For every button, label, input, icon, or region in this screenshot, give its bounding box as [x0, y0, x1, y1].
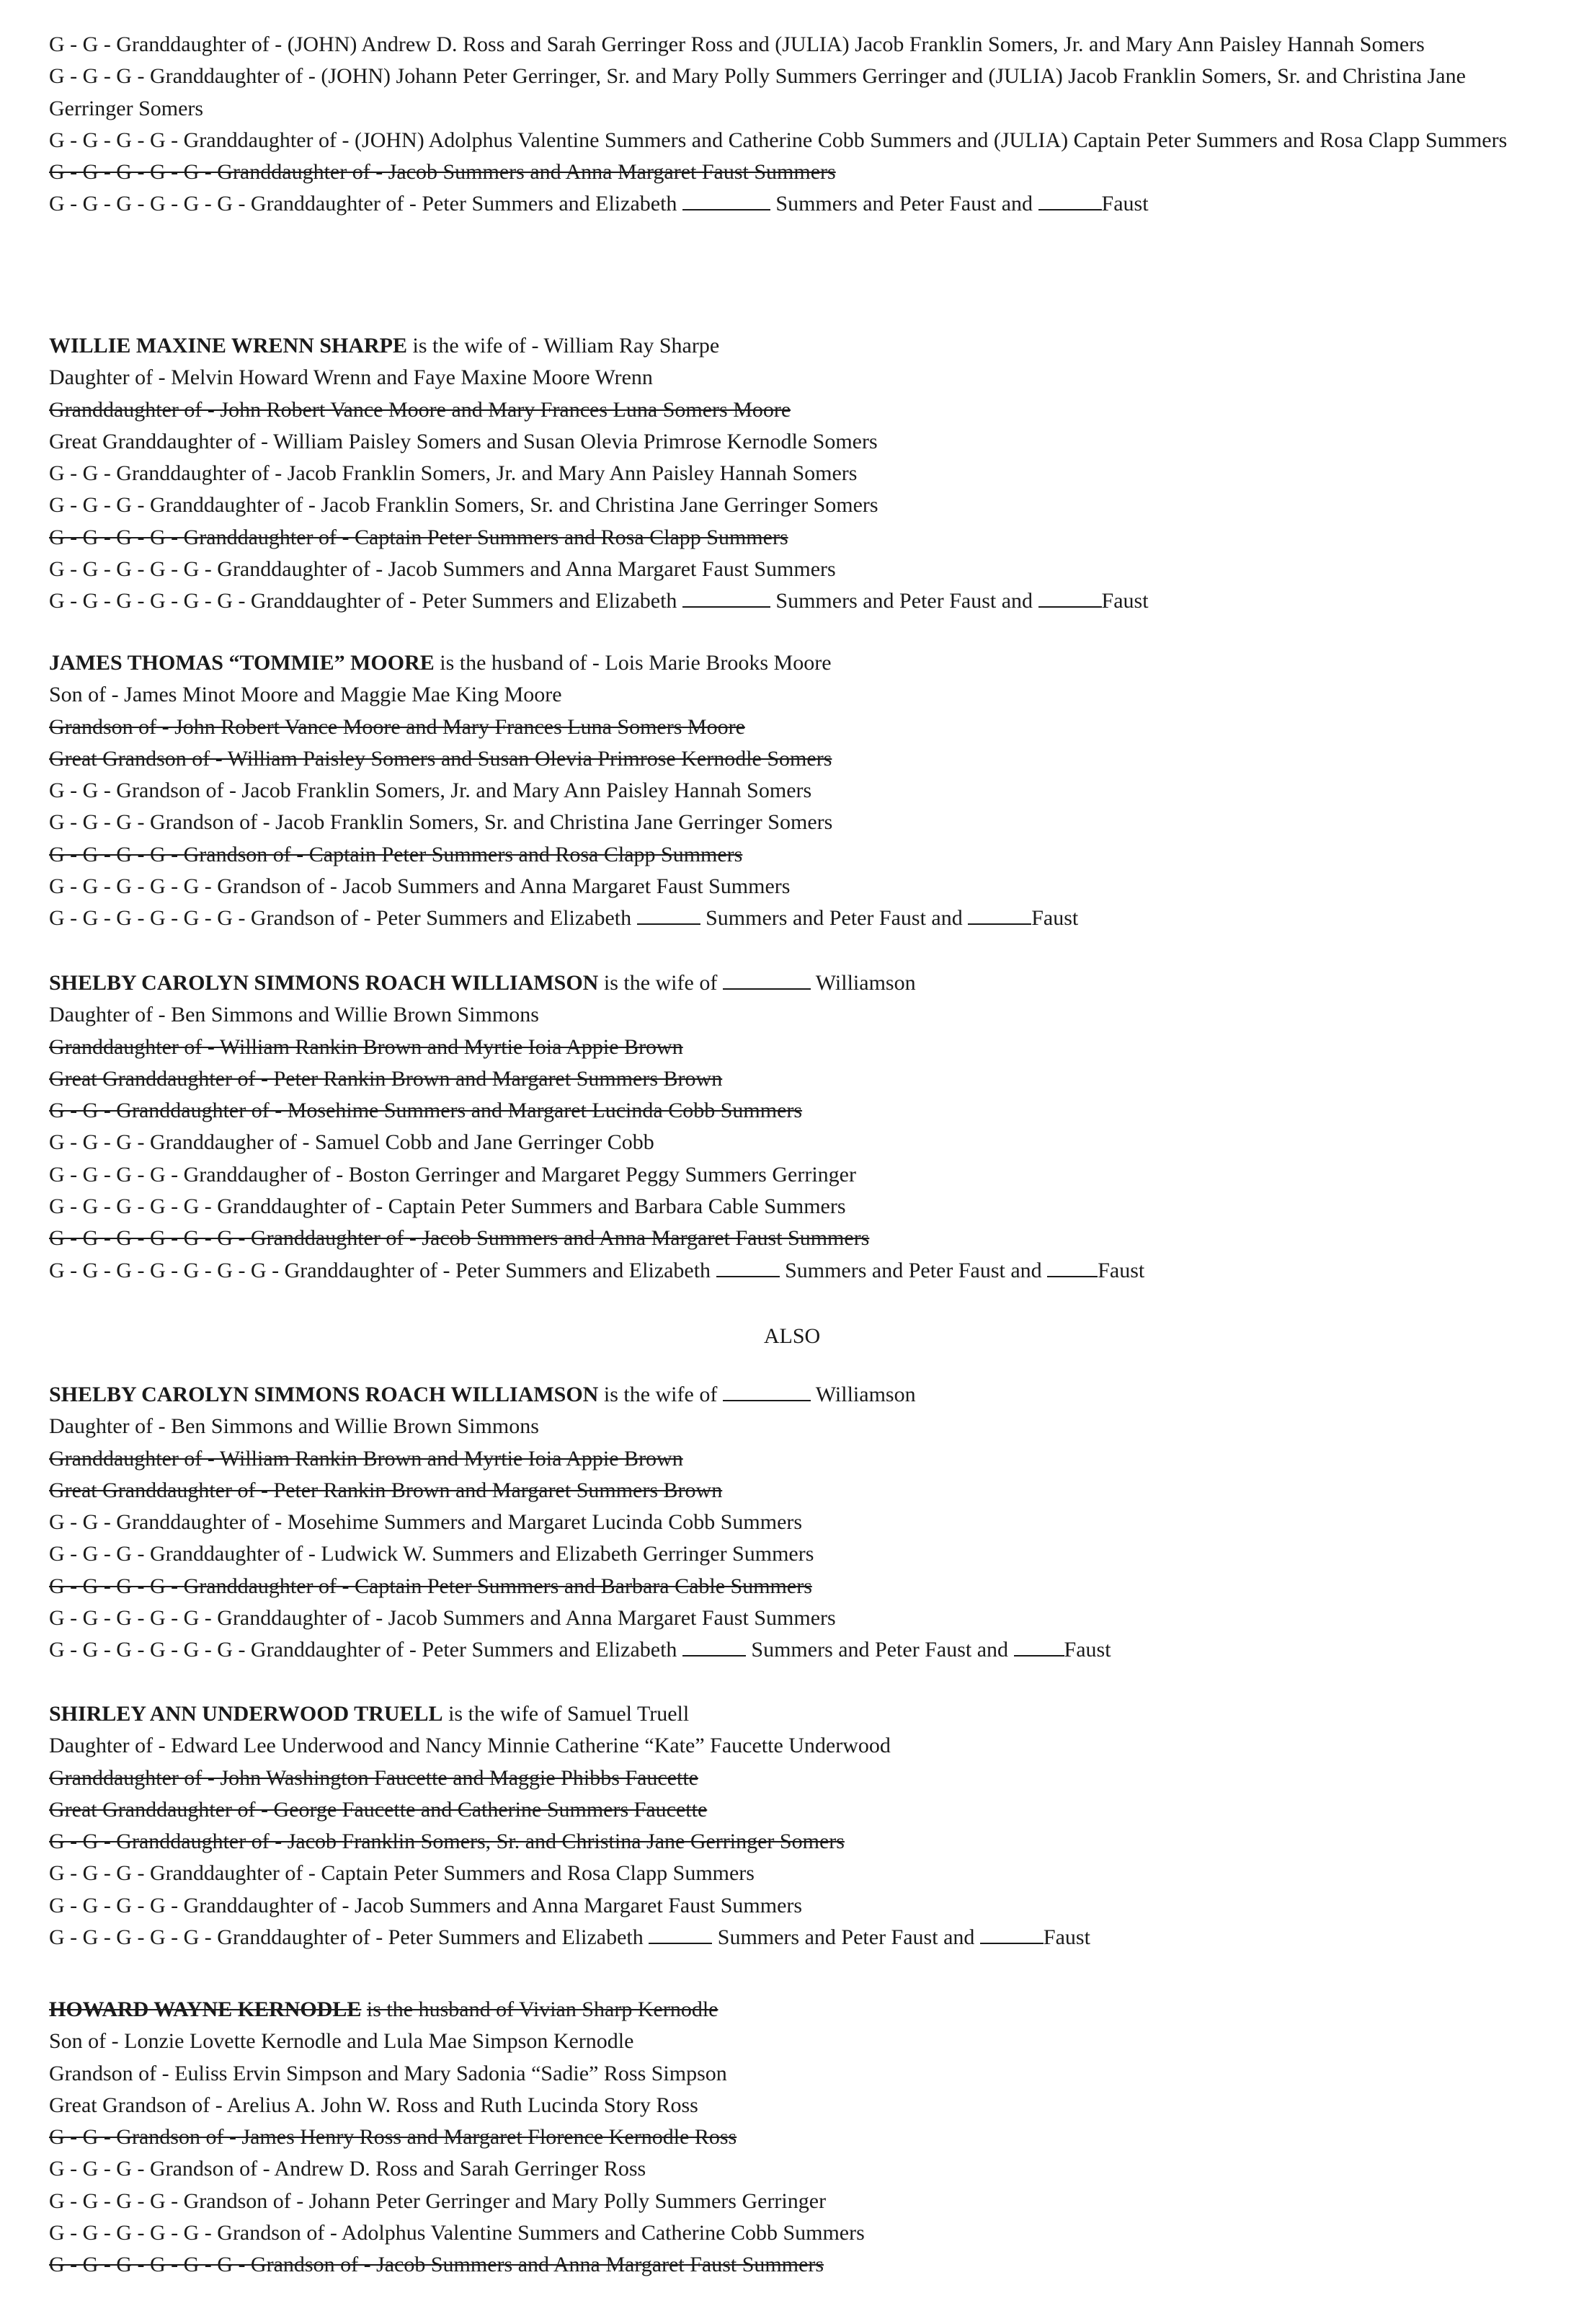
ancestry-line: [49, 1032, 1548, 1063]
person-name: SHIRLEY ANN UNDERWOOD TRUELL: [49, 1702, 443, 1726]
ancestry-text: G - G - G - G - G - Grandson of - Jacob Summers and Anna Margaret Faust Summers: [49, 874, 791, 899]
ancestry-text: G - G - G - Granddaughter of - Captain Peter Summers and Rosa Clapp Summers: [49, 1861, 755, 1886]
ancestry-line: [49, 839, 1548, 871]
ancestry-text: Great Grandson of - William Paisley Somers and Susan Olevia Primrose Kernodle Somers: [49, 746, 832, 771]
ancestry-text: G - G - G - G - Granddaugher of - Boston Gerringer and Margaret Peggy Summers Gerringer: [49, 1162, 856, 1187]
ancestry-text: G - G - Granddaughter of - Mosehime Summers and Margaret Lucinda Cobb Summers: [49, 1099, 803, 1123]
ancestry-text: G - G - G - G - G - Granddaughter of - Peter Summers and Elizabeth: [49, 1925, 644, 1950]
genealogy-entry-james-thomas-tommie-moore: [49, 647, 1548, 935]
ancestry-line: [49, 2058, 1548, 2090]
ancestry-text-end: Faust: [1098, 1258, 1145, 1282]
blank-line: [682, 1636, 746, 1656]
ancestry-line: [49, 1159, 1548, 1191]
ancestry-text: G - G - G - Grandson of - Jacob Franklin Somers, Sr. and Christina Jane Gerringer Somers: [49, 810, 833, 835]
surname-text: Williamson: [815, 1383, 916, 1406]
blank-line: [1014, 1636, 1064, 1656]
genealogy-entry-somers-julia-continuation: [49, 29, 1548, 221]
ancestry-line: [49, 1095, 1548, 1127]
ancestry-text: Great Granddaughter of - Peter Rankin Brown and Margaret Summers Brown: [49, 1066, 723, 1091]
ancestry-text: Granddaughter of - William Rankin Brown and Myrtie Ioia Appie Brown: [49, 1034, 683, 1059]
blank-line: [980, 1924, 1044, 1944]
blank-line: [723, 1381, 811, 1401]
ancestry-line: [49, 1634, 1548, 1666]
ancestry-line: [49, 125, 1548, 156]
ancestry-text: G - G - Granddaughter of - Mosehime Summers and Margaret Lucinda Cobb Summers: [49, 1510, 803, 1535]
ancestry-text: G - G - G - G - Grandson of - Johann Peter Gerringer and Mary Polly Summers Gerringer: [49, 2188, 827, 2213]
ancestry-text: G - G - G - G - G - G - Granddaughter of - Jacob Summers and Anna Margaret Faust Summers: [49, 1226, 870, 1251]
blank-line: [637, 905, 700, 925]
ancestry-line: [49, 362, 1548, 394]
entry-heading: [49, 967, 1548, 999]
ancestry-text: G - G - Granddaughter of - Jacob Franklin Somers, Jr. and Mary Ann Paisley Hannah Somers: [49, 461, 858, 486]
ancestry-line: [49, 2186, 1548, 2217]
ancestry-text: Granddaughter of - William Rankin Brown and Myrtie Ioia Appie Brown: [49, 1446, 683, 1471]
ancestry-text: G - G - Granddaughter of - (JOHN) Andrew D. Ross and Sarah Gerringer Ross and (JULIA) Jacob Franklin Somers, Jr. and Mary Ann Paisley Hannah Somers: [49, 32, 1425, 56]
ancestry-text: G - G - G - Grandson of - Andrew D. Ross and Sarah Gerringer Ross: [49, 2157, 646, 2181]
ancestry-line: [49, 1571, 1548, 1602]
entry-heading: [49, 330, 1548, 362]
ancestry-text: G - G - Grandson of - James Henry Ross and Margaret Florence Kernodle Ross: [49, 2125, 737, 2150]
ancestry-text-cont: Summers and Peter Faust and: [717, 1925, 975, 1950]
ancestry-text-cont: Summers and Peter Faust and: [775, 589, 1033, 613]
ancestry-line: [49, 1223, 1548, 1254]
ancestry-line: [49, 1127, 1548, 1158]
ancestry-line: [49, 775, 1548, 807]
ancestry-line: [49, 1794, 1548, 1826]
genealogy-entry-shirley-ann-underwood-truell: [49, 1698, 1548, 1953]
ancestry-line: [49, 1475, 1548, 1507]
ancestry-text: G - G - G - Granddaughter of - Ludwick W. Summers and Elizabeth Gerringer Summers: [49, 1542, 814, 1566]
ancestry-text: G - G - G - G - Granddaughter of - Jacob Summers and Anna Margaret Faust Summers: [49, 1893, 803, 1917]
blank-line: [682, 587, 770, 608]
ancestry-text: G - G - Granddaughter of - Jacob Franklin Somers, Sr. and Christina Jane Gerringer Somers: [49, 1830, 845, 1854]
also-separator: ALSO: [763, 1324, 821, 1348]
ancestry-line: [49, 1507, 1548, 1538]
ancestry-line: [49, 1858, 1548, 1889]
ancestry-text: G - G - G - Granddaugher of - Samuel Cobb and Jane Gerringer Cobb: [49, 1130, 654, 1155]
ancestry-line: [49, 902, 1548, 934]
ancestry-text-end: Faust: [1064, 1638, 1111, 1662]
ancestry-text: Daughter of - Ben Simmons and Willie Brown Simmons: [49, 1414, 539, 1439]
ancestry-text-end: Faust: [1031, 906, 1079, 931]
ancestry-text-cont: Summers and Peter Faust and: [785, 1258, 1042, 1282]
person-name: SHELBY CAROLYN SIMMONS ROACH WILLIAMSON: [49, 1383, 599, 1406]
ancestry-text: G - G - Grandson of - Jacob Franklin Somers, Jr. and Mary Ann Paisley Hannah Somers: [49, 779, 812, 803]
ancestry-text-cont: Summers and Peter Faust and: [706, 906, 963, 931]
ancestry-line: [49, 679, 1548, 711]
blank-line: [723, 970, 811, 990]
ancestry-text: Daughter of - Edward Lee Underwood and Nancy Minnie Catherine “Kate” Faucette Underwood: [49, 1734, 891, 1758]
relation-text: is the wife of Samuel Truell: [448, 1702, 690, 1726]
entry-heading: [49, 647, 1548, 679]
ancestry-line: [49, 156, 1548, 188]
entry-heading: [49, 1698, 1548, 1730]
relation-text: is the wife of - William Ray Sharpe: [412, 334, 720, 358]
ancestry-line: [49, 1826, 1548, 1858]
ancestry-line: [49, 807, 1548, 838]
relation-text: is the wife of: [603, 971, 718, 995]
ancestry-line: [49, 1255, 1548, 1287]
ancestry-text: G - G - G - G - Granddaughter of - Captain Peter Summers and Rosa Clapp Summers: [49, 525, 788, 549]
ancestry-text: Granddaughter of - John Washington Faucette and Maggie Phibbs Faucette: [49, 1765, 698, 1790]
ancestry-line: [49, 394, 1548, 426]
entry-heading: [49, 1994, 1548, 2026]
genealogy-entry-willie-maxine-wrenn-sharpe: [49, 330, 1548, 618]
ancestry-line: [49, 585, 1548, 617]
person-name: HOWARD WAYNE KERNODLE: [49, 1997, 362, 2021]
ancestry-text: G - G - G - G - G - G - Grandson of - Peter Summers and Elizabeth: [49, 906, 632, 931]
entry-heading: [49, 1379, 1548, 1411]
ancestry-text: Son of - Lonzie Lovette Kernodle and Lula Mae Simpson Kernodle: [49, 2029, 634, 2054]
ancestry-line: [49, 188, 1548, 220]
ancestry-line: [49, 2249, 1548, 2281]
ancestry-line: [49, 2217, 1548, 2249]
ancestry-line: [49, 61, 1548, 125]
ancestry-text: G - G - G - G - Granddaughter of - Captain Peter Summers and Barbara Cable Summers: [49, 1574, 812, 1598]
blank-line: [716, 1257, 780, 1277]
ancestry-text: G - G - G - Granddaughter of - Jacob Franklin Somers, Sr. and Christina Jane Gerringer Somers: [49, 493, 878, 518]
ancestry-text: Grandson of - Euliss Ervin Simpson and Mary Sadonia “Sadie” Ross Simpson: [49, 2061, 727, 2085]
ancestry-line: [49, 743, 1548, 775]
ancestry-text-end: Faust: [1101, 192, 1149, 216]
ancestry-text: G - G - G - G - Granddaughter of - (JOHN) Adolphus Valentine Summers and Catherine Cobb Summers and (JULIA) Captain Peter Summers and Rosa Clapp Summers: [49, 128, 1508, 152]
ancestry-text: Great Grandson of - Arelius A. John W. Ross and Ruth Lucinda Story Ross: [49, 2093, 698, 2117]
ancestry-line: [49, 1890, 1548, 1922]
blank-line: [1038, 190, 1102, 210]
blank-line: [649, 1924, 712, 1944]
ancestry-text: G - G - G - G - G - G - Granddaughter of - Peter Summers and Elizabeth: [49, 589, 677, 613]
ancestry-text: Grandson of - John Robert Vance Moore and Mary Frances Luna Somers Moore: [49, 714, 745, 739]
ancestry-line: [49, 1762, 1548, 1794]
ancestry-text: Daughter of - Melvin Howard Wrenn and Faye Maxine Moore Wrenn: [49, 365, 653, 390]
person-name: JAMES THOMAS “TOMMIE” MOORE: [49, 651, 435, 675]
ancestry-text: Son of - James Minot Moore and Maggie Mae King Moore: [49, 683, 562, 707]
ancestry-line: [49, 426, 1548, 458]
ancestry-line: [49, 458, 1548, 489]
blank-line: [1038, 587, 1102, 608]
ancestry-text: G - G - G - G - G - G - G - Granddaughter of - Peter Summers and Elizabeth: [49, 1258, 711, 1282]
person-name: WILLIE MAXINE WRENN SHARPE: [49, 334, 408, 358]
ancestry-line: [49, 1922, 1548, 1953]
ancestry-line: [49, 2090, 1548, 2121]
ancestry-text: G - G - G - G - G - G - Granddaughter of - Peter Summers and Elizabeth: [49, 192, 677, 216]
ancestry-text: G - G - G - G - G - Granddaughter of - Jacob Summers and Anna Margaret Faust Summers: [49, 160, 836, 185]
ancestry-text: G - G - G - G - G - G - Grandson of - Jacob Summers and Anna Margaret Faust Summers: [49, 2253, 824, 2277]
blank-line: [682, 190, 770, 210]
person-name: SHELBY CAROLYN SIMMONS ROACH WILLIAMSON: [49, 971, 599, 995]
ancestry-text: Great Granddaughter of - Peter Rankin Brown and Margaret Summers Brown: [49, 1478, 723, 1502]
ancestry-text-cont: Summers and Peter Faust and: [775, 192, 1033, 216]
ancestry-line: [49, 871, 1548, 902]
ancestry-line: [49, 1538, 1548, 1570]
ancestry-text-end: Faust: [1043, 1925, 1090, 1950]
ancestry-line: [49, 999, 1548, 1031]
relation-text: is the husband of Vivian Sharp Kernodle: [366, 1997, 718, 2021]
ancestry-line: [49, 1602, 1548, 1634]
ancestry-line: [49, 1063, 1548, 1095]
genealogy-entry-howard-wayne-kernodle: [49, 1994, 1548, 2281]
ancestry-text: G - G - G - G - Grandson of - Captain Peter Summers and Rosa Clapp Summers: [49, 842, 743, 866]
ancestry-line: [49, 2153, 1548, 2185]
blank-line: [968, 905, 1031, 925]
ancestry-line: [49, 2121, 1548, 2153]
ancestry-text: G - G - G - G - G - Granddaughter of - Captain Peter Summers and Barbara Cable Summers: [49, 1194, 846, 1219]
ancestry-line: [49, 522, 1548, 554]
ancestry-text: G - G - G - G - G - Grandson of - Adolphus Valentine Summers and Catherine Cobb Summers: [49, 2221, 865, 2245]
ancestry-text-end: Faust: [1101, 589, 1149, 613]
genealogy-entry-shelby-carolyn-williamson-1: [49, 967, 1548, 1287]
ancestry-text: G - G - G - G - G - Granddaughter of - Jacob Summers and Anna Margaret Faust Summers: [49, 557, 836, 582]
ancestry-line: [49, 1191, 1548, 1223]
ancestry-text: G - G - G - G - G - G - Granddaughter of - Peter Summers and Elizabeth: [49, 1638, 677, 1662]
ancestry-text: Granddaughter of - John Robert Vance Moore and Mary Frances Luna Somers Moore: [49, 397, 791, 422]
ancestry-line: [49, 29, 1548, 61]
relation-text: is the wife of: [603, 1383, 718, 1406]
ancestry-line: [49, 1730, 1548, 1762]
blank-line: [1047, 1257, 1098, 1277]
ancestry-line: [49, 2026, 1548, 2057]
relation-text: is the husband of - Lois Marie Brooks Moore: [440, 651, 832, 675]
ancestry-text-cont: Summers and Peter Faust and: [751, 1638, 1009, 1662]
genealogy-entry-shelby-carolyn-williamson-2: [49, 1379, 1548, 1667]
ancestry-text: Daughter of - Ben Simmons and Willie Brown Simmons: [49, 1003, 539, 1027]
surname-text: Williamson: [815, 971, 916, 995]
ancestry-text: Great Granddaughter of - George Faucette and Catherine Summers Faucette: [49, 1797, 708, 1822]
ancestry-line: [49, 1443, 1548, 1475]
ancestry-text: G - G - G - Granddaughter of - (JOHN) Johann Peter Gerringer, Sr. and Mary Polly Summers Gerringer and (JULIA) Jacob Franklin Somers, Sr. and Christina Jane Gerringer Somers: [49, 64, 1466, 120]
ancestry-line: [49, 711, 1548, 743]
ancestry-line: [49, 1411, 1548, 1442]
ancestry-line: [49, 554, 1548, 585]
ancestry-line: [49, 489, 1548, 521]
ancestry-text: G - G - G - G - G - Granddaughter of - Jacob Summers and Anna Margaret Faust Summers: [49, 1606, 836, 1631]
ancestry-text: Great Granddaughter of - William Paisley Somers and Susan Olevia Primrose Kernodle Somers: [49, 429, 878, 453]
